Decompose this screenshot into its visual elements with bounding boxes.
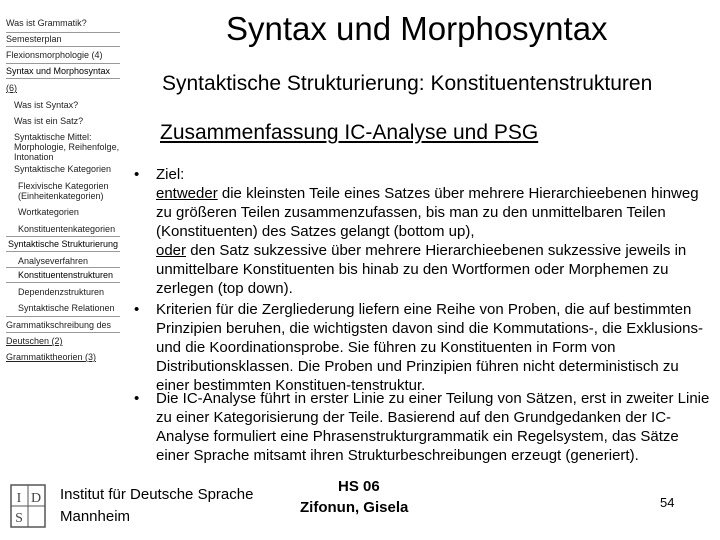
nav-divider (6, 267, 120, 268)
bullet-goal-top-down: oder den Satz sukzessive über mehrere Hierarchieebenen sukzessive jeweils in unmittelbare Konstituenten bis hinab zu den Wortformen oder Morphemen zu zerlegen (top down). (156, 242, 687, 297)
nav-divider (6, 63, 120, 64)
nav-item-dependenzstrukturen[interactable]: Dependenzstrukturen (18, 287, 105, 297)
nav-divider (6, 316, 120, 317)
svg-text:I: I (16, 491, 22, 506)
nav-item-was-ist-ein-satz[interactable]: Was ist ein Satz? (14, 116, 84, 126)
nav-item-syntaktische-mittel[interactable]: Syntaktische Mittel: Morphologie, Reihenfolge, Intonation (14, 132, 120, 162)
nav-item-was-ist-grammatik[interactable]: Was ist Grammatik? (6, 18, 87, 28)
page-subtitle: Syntaktische Strukturierung: Konstituentenstrukturen (162, 72, 653, 95)
bullet-dot: • (134, 390, 140, 407)
nav-divider (6, 78, 120, 79)
slide-nav (0, 0, 124, 370)
bullet-goal-lead: Ziel: (156, 166, 185, 183)
ids-logo-icon (8, 482, 48, 530)
nav-item-grammatikschreibung[interactable]: Grammatikschreibung des (6, 320, 112, 330)
nav-divider (6, 32, 120, 33)
nav-divider (6, 46, 120, 47)
institute-name: Institut für Deutsche Sprache Mannheim (60, 486, 254, 525)
nav-divider (6, 251, 120, 252)
svg-text:D: D (30, 491, 42, 506)
bullet-dot: • (134, 166, 140, 183)
nav-item-deutschen[interactable]: Deutschen (2) (6, 336, 63, 346)
bullet-dot: • (134, 301, 140, 318)
section-title: Zusammenfassung IC-Analyse und PSG (160, 121, 539, 144)
course-code: HS 06 (338, 478, 380, 495)
page-number: 54 (660, 495, 675, 510)
nav-item-konstituentenstrukturen[interactable]: Konstituentenstrukturen (18, 270, 114, 280)
nav-item-flexivische-kategorien[interactable]: Flexivische Kategorien (Einheitenkategorien) (18, 181, 109, 201)
nav-item-analyseverfahren[interactable]: Analyseverfahren (18, 256, 89, 266)
nav-item-konstituentenkategorien[interactable]: Konstituentenkategorien (18, 224, 116, 234)
nav-item-syntax-count[interactable]: (6) (6, 83, 17, 93)
bullet-text: Kriterien für die Zergliederung liefern eine Reihe von Proben, die auf bestimmten Prinzipien beruhen, die wichtigsten davon sind die Kommutations-, die Exklusions- und die Koordinationsprobe. Sie führen zu Konstituenten in Form von Distributionsklassen. Die Proben und Prinzipien führen nicht deterministisch zu einer bestimmten Konstituen-tenstruktur. (156, 301, 703, 394)
nav-item-was-ist-syntax[interactable]: Was ist Syntax? (14, 100, 79, 110)
nav-item-wortkategorien[interactable]: Wortkategorien (18, 207, 79, 217)
nav-divider (6, 236, 120, 237)
svg-text:S: S (15, 511, 23, 526)
nav-item-flexionsmorphologie[interactable]: Flexionsmorphologie (4) (6, 50, 103, 60)
nav-item-grammatiktheorien[interactable]: Grammatiktheorien (3) (6, 352, 97, 362)
bullet-goal-bottom-up: entweder die kleinsten Teile eines Satzes über mehrere Hierarchieebenen hinweg zu größeren Teilen zusammenzufassen, bis man zu den unmittelbaren Teilen (Konstituenten) des Satzes gelangt (bottom up), (156, 185, 699, 240)
bullet-text (156, 165, 716, 298)
nav-item-syntaktische-strukturierung[interactable]: Syntaktische Strukturierung (8, 239, 119, 249)
nav-item-syntax-morphosyntax[interactable]: Syntax und Morphosyntax (6, 66, 111, 76)
nav-item-semesterplan[interactable]: Semesterplan (6, 34, 62, 44)
nav-item-syntaktische-kategorien[interactable]: Syntaktische Kategorien (14, 164, 112, 174)
nav-divider (6, 282, 120, 283)
nav-item-syntaktische-relationen[interactable]: Syntaktische Relationen (18, 303, 115, 313)
page-title: Syntax und Morphosyntax (226, 10, 608, 47)
author-name: Zifonun, Gisela (300, 499, 409, 516)
bullet-text: Die IC-Analyse führt in erster Linie zu einer Teilung von Sätzen, erst in zweiter Linie zu einer Kategorisierung der Teile. Basierend auf den Grundgedanken der IC-Analyse formuliert eine Phrasenstrukturgrammatik ein Regelsystem, das Sätze einer Sprache mitsamt ihren Strukturbeschreibungen erzeugt (generiert). (156, 390, 710, 464)
nav-divider (6, 332, 120, 333)
